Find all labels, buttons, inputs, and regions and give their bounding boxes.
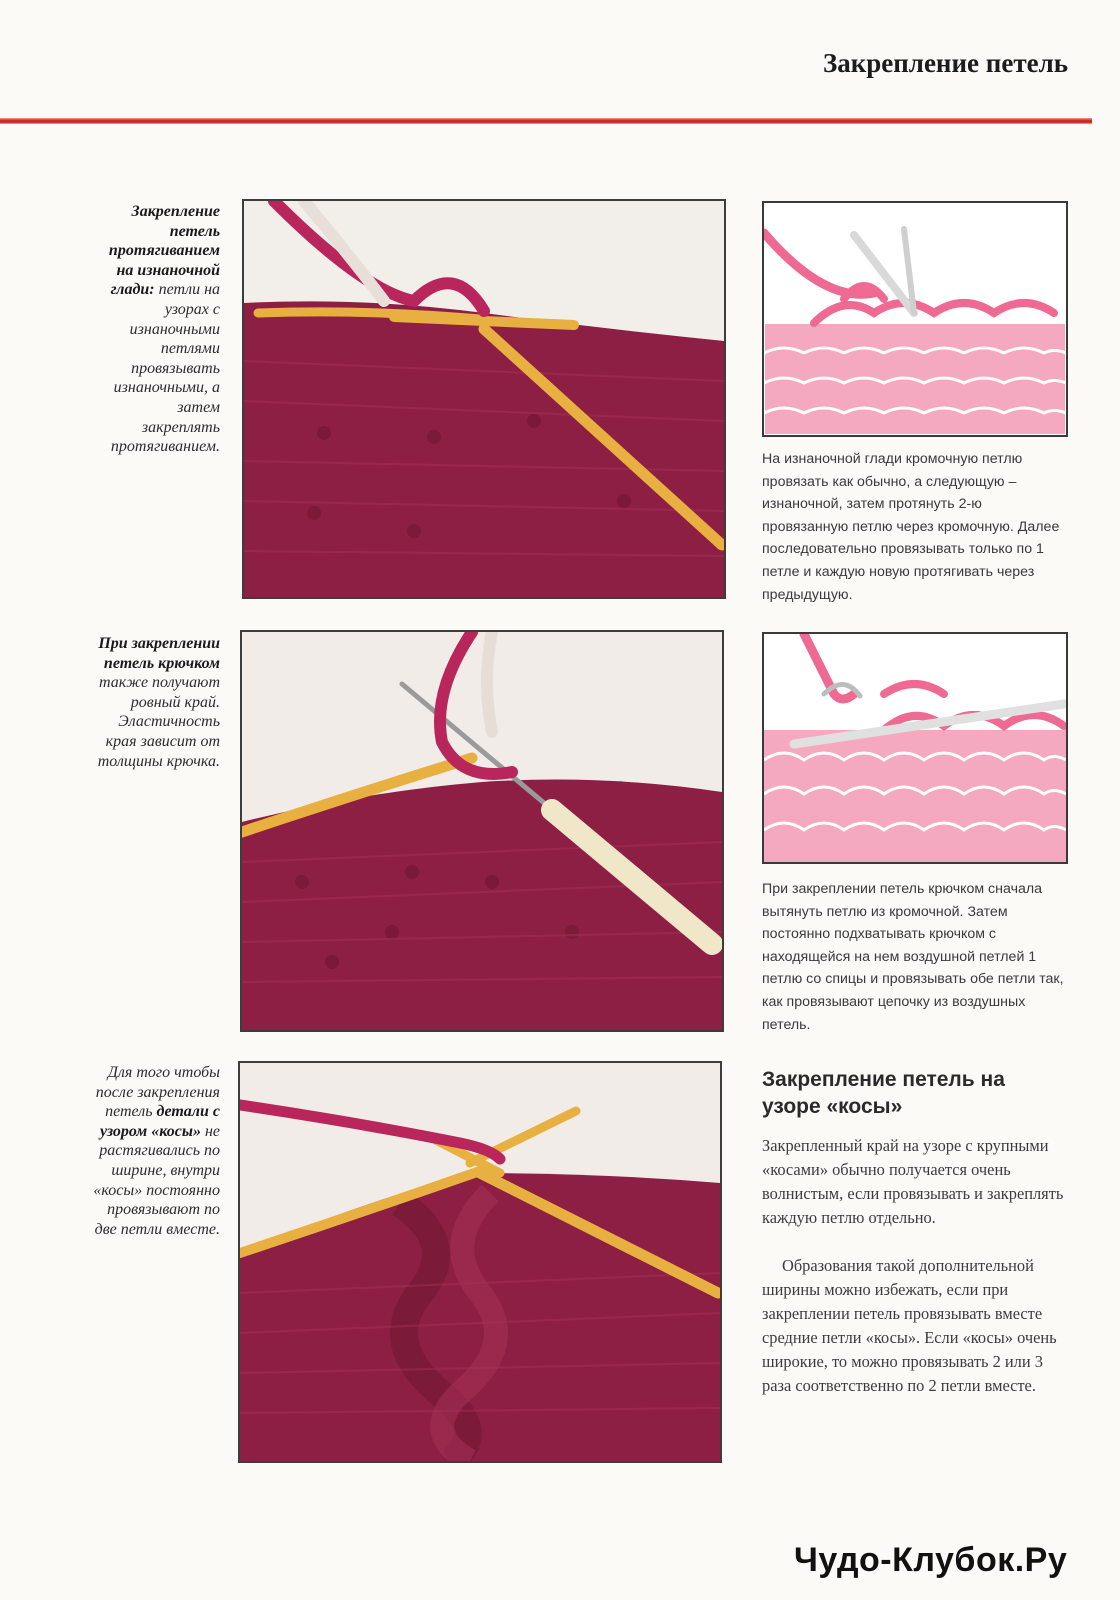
caption-cable-binding <box>86 1063 220 1239</box>
caption-text: петли на узорах с изнаночными петлями провязывать изнаночными, а затем закреплять протягиванием. <box>110 281 220 456</box>
section-paragraph-1: Закрепленный край на узоре с крупными «косами» обычно получается очень волнистым, если провязывать и закреплять каждую петлю отдельно. <box>762 1136 1064 1227</box>
caption-text-end: не растягивались по ширине, внутри «косы» постоянно провязывают по две петли вместе. <box>93 1122 220 1238</box>
section-paragraph-2: Образования такой дополнительной ширины можно избежать, если при закреплении петель провязывать вместе средние петли «косы». Если «косы» очень широкие, то можно провязывать 2 или 3 раза соответственно по 2 петли вместе. <box>762 1256 1057 1395</box>
caption-lead: детали с узором «косы» <box>99 1103 220 1140</box>
photo-cable-binding <box>238 1061 722 1463</box>
caption-lead: При закреплении петель крючком <box>98 635 220 672</box>
header-rule <box>0 118 1092 124</box>
caption-lead: Закрепление петель протягиванием на изнаночной глади: <box>108 203 220 299</box>
caption-crochet-binding <box>96 634 220 771</box>
page-title: Закрепление петель <box>822 48 1068 78</box>
watermark-logo: Чудо-Клубок.Ру <box>794 1541 1068 1579</box>
photo-crochet-binding <box>240 630 724 1032</box>
caption-text-start: Для того чтобы после закрепления петель <box>95 1064 220 1121</box>
photo-purl-binding <box>242 199 726 599</box>
description-crochet-binding: При закреплении петель крючком сначала вытянуть петлю из кромочной. Затем постоянно подхватывать крючком с находящейся на нем воздушной петлей 1 петлю со спицы и провязывать обе петли так, как провязывают цепочку из воздушных петель. <box>762 881 1064 1033</box>
caption-text: также получают ровный край. Эластичность края зависит от толщины крючка. <box>97 674 220 770</box>
description-purl-binding: На изнаночной глади кромочную петлю провязать как обычно, а следующую – изнаночной, затем протянуть 2-ю провязанную петлю через кромочную. Далее последовательно провязывать только по 1 петле и каждую новую протягивать через предыдущую. <box>762 451 1060 603</box>
diagram-crochet-binding <box>762 632 1068 864</box>
section-heading: Закрепление петель на узоре «косы» <box>762 1068 1005 1118</box>
diagram-purl-binding <box>762 201 1068 437</box>
caption-purl-binding <box>96 202 220 457</box>
